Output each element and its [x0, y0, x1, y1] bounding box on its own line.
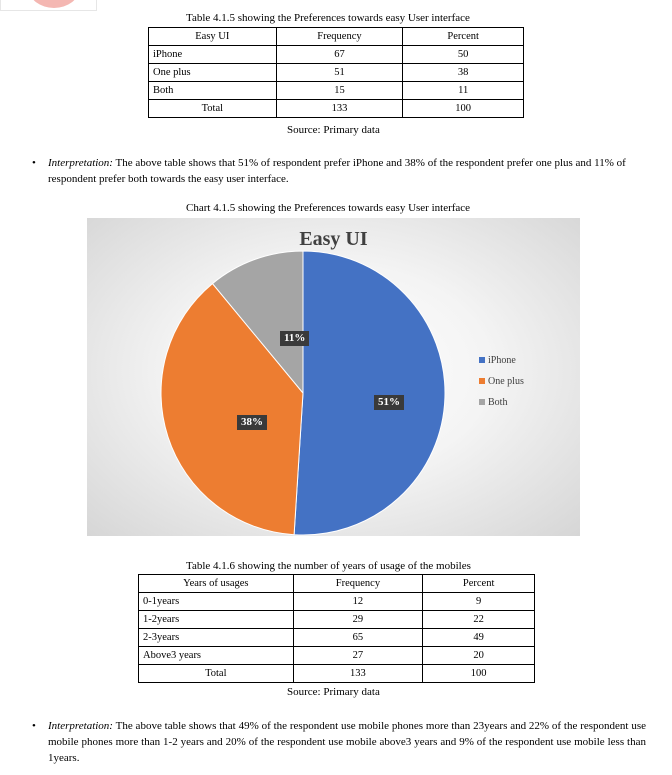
legend-label: Both [488, 397, 508, 408]
interpretation1 [32, 155, 638, 187]
table2-total-row [139, 665, 535, 683]
table2-cell-label: Above3 years [139, 647, 294, 665]
table1-header: Percent [403, 28, 524, 46]
table2-cell-frequency: 29 [293, 611, 423, 629]
table2-header-row [139, 575, 535, 593]
table2-cell-label: 1-2years [139, 611, 294, 629]
legend-item-one-plus [479, 375, 524, 396]
table2-cell-percent: 20 [423, 647, 535, 665]
bullet-icon: • [32, 720, 36, 732]
table-row [149, 46, 524, 64]
table2-total-frequency: 133 [293, 665, 423, 683]
table-row [149, 82, 524, 100]
table1-cell-label: One plus [149, 64, 277, 82]
table1-header: Easy UI [149, 28, 277, 46]
table1-header-row [149, 28, 524, 46]
table2-cell-percent: 9 [423, 593, 535, 611]
legend-label: One plus [488, 376, 524, 387]
table2-cell-frequency: 12 [293, 593, 423, 611]
table1-cell-frequency: 67 [276, 46, 403, 64]
table1-cell-percent: 38 [403, 64, 524, 82]
table2-cell-label: 2-3years [139, 629, 294, 647]
legend-swatch [479, 357, 485, 363]
table2-header: Years of usages [139, 575, 294, 593]
interpretation2-text: The above table shows that 49% of the respondent use mobile phones more than 23years and 22% of the respondent use mobile phones more than 1-2 years and 20% of the respondent use mobile above3 years and 9% of the respondent use mobile less than 1years. [48, 720, 646, 764]
table2-cell-percent: 49 [423, 629, 535, 647]
table2-total-label: Total [139, 665, 294, 683]
table-row [139, 593, 535, 611]
interpretation1-label: Interpretation: [48, 157, 113, 169]
legend-swatch [479, 378, 485, 384]
data-label-iphone: 51% [374, 395, 404, 410]
table2-cell-frequency: 65 [293, 629, 423, 647]
legend-item-iphone [479, 354, 524, 375]
logo-shape [29, 0, 79, 8]
table2-cell-percent: 22 [423, 611, 535, 629]
chart-title: Easy UI [299, 228, 368, 250]
table1-cell-percent: 11 [403, 82, 524, 100]
table-row [139, 629, 535, 647]
chart-caption: Chart 4.1.5 showing the Preferences towards easy User interface [186, 202, 471, 214]
table-row [139, 647, 535, 665]
legend-swatch [479, 399, 485, 405]
data-label-one-plus: 38% [237, 415, 267, 430]
table1-cell-label: iPhone [149, 46, 277, 64]
table2-header: Frequency [293, 575, 423, 593]
table1 [148, 27, 524, 118]
table-row [139, 611, 535, 629]
pie-chart [87, 218, 580, 536]
interpretation2 [32, 718, 646, 766]
header-logo [0, 0, 97, 11]
table1-total-frequency: 133 [276, 100, 403, 118]
table1-total-label: Total [149, 100, 277, 118]
table1-total-percent: 100 [403, 100, 524, 118]
legend-label: iPhone [488, 355, 516, 366]
table1-header: Frequency [276, 28, 403, 46]
table2-header: Percent [423, 575, 535, 593]
interpretation2-label: Interpretation: [48, 720, 113, 732]
table2-cell-label: 0-1years [139, 593, 294, 611]
table1-cell-label: Both [149, 82, 277, 100]
interpretation1-text: The above table shows that 51% of respondent prefer iPhone and 38% of the respondent prefer one plus and 11% of respondent prefer both towards the easy user interface. [48, 157, 626, 185]
table1-source: Source: Primary data [287, 124, 380, 136]
data-label-both: 11% [280, 331, 309, 346]
bullet-icon: • [32, 157, 36, 169]
table2-cell-frequency: 27 [293, 647, 423, 665]
table-row [149, 64, 524, 82]
legend-item-both [479, 396, 524, 417]
table1-cell-frequency: 15 [276, 82, 403, 100]
table2-total-percent: 100 [423, 665, 535, 683]
table1-caption: Table 4.1.5 showing the Preferences towards easy User interface [186, 12, 470, 24]
table2-source: Source: Primary data [287, 686, 380, 698]
table2-caption: Table 4.1.6 showing the number of years of usage of the mobiles [186, 560, 471, 572]
table1-cell-percent: 50 [403, 46, 524, 64]
table1-cell-frequency: 51 [276, 64, 403, 82]
pie-slice-iphone [294, 251, 445, 535]
table2 [138, 574, 535, 683]
chart-legend [479, 354, 524, 417]
table1-total-row [149, 100, 524, 118]
